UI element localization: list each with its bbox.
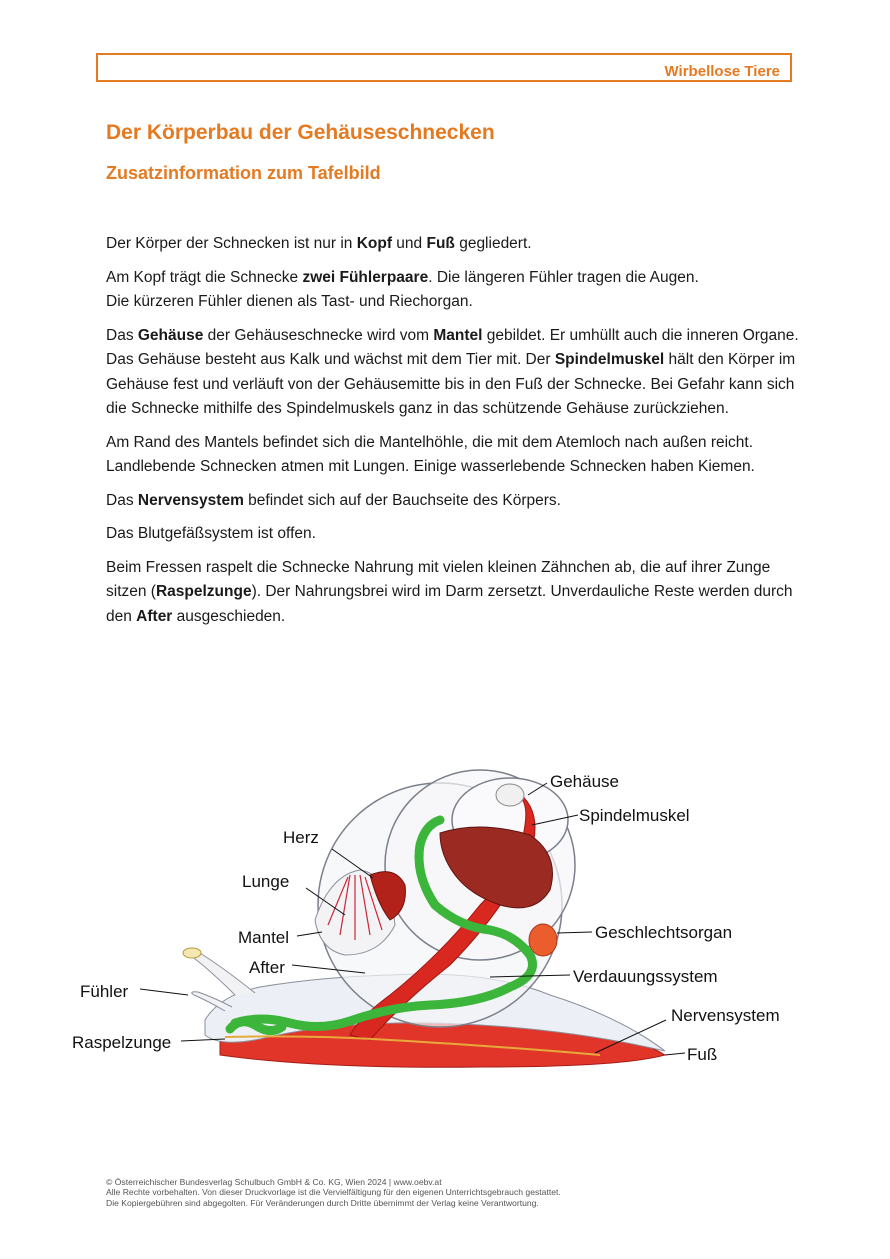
sex-organ [529, 924, 557, 956]
footer-line-3: Die Kopiergebühren sind abgegolten. Für Veränderungen durch Dritte übernimmt der Verlag keine Verantwortung. [106, 1197, 539, 1208]
tentacle-eye [183, 948, 201, 958]
page-subtitle: Zusatzinformation zum Tafelbild [106, 163, 381, 183]
label-gehaeuse: Gehäuse [550, 772, 619, 791]
label-raspelzunge: Raspelzunge [72, 1033, 172, 1052]
label-spindelmuskel: Spindelmuskel [579, 806, 690, 825]
label-fuehler: Fühler [80, 982, 129, 1001]
label-fuss: Fuß [687, 1045, 718, 1064]
footer [106, 1177, 561, 1208]
paragraph-4: Am Rand des Mantels befindet sich die Mantelhöhle, die mit dem Atemloch nach außen reicht. Landlebende Schnecken atmen mit Lungen. Einige wasserlebende Schnecken haben Kiemen. [106, 433, 755, 475]
label-verdauungssystem: Verdauungssystem [573, 967, 718, 986]
paragraph-1: Der Körper der Schnecken ist nur in Kopf und Fuß gegliedert. [106, 235, 532, 252]
header-label: Wirbellose Tiere [664, 63, 780, 80]
label-mantel: Mantel [238, 928, 290, 947]
header-box [96, 53, 792, 82]
page-title: Der Körperbau der Gehäuseschnecken [106, 121, 495, 144]
paragraph-2: Am Kopf trägt die Schnecke zwei Fühlerpaare. Die längeren Fühler tragen die Augen. Die kürzeren Fühler dienen als Tast- und Riechorgan. [106, 268, 699, 310]
paragraph-3: Das Gehäuse der Gehäuseschnecke wird vom Mantel gebildet. Er umhüllt auch die inneren Organe. Das Gehäuse besteht aus Kalk und wächst mit dem Tier mit. Der Spindelmuskel hält den Körper im Gehäuse fest und verläuft von der Gehäusemitte bis in den Fuß der Schnecke. Bei Gefahr kann sich die Schnecke mithilfe des Spindelmuskels ganz in das schützende Gehäuse zurückziehen. [106, 326, 799, 417]
paragraph-6: Das Blutgefäßsystem ist offen. [106, 525, 316, 542]
spindle-muscle-top [496, 784, 524, 806]
snail-anatomy-figure [60, 755, 800, 1095]
label-herz: Herz [283, 828, 319, 847]
label-geschlechtsorgan: Geschlechtsorgan [595, 923, 733, 942]
body-text [106, 232, 806, 638]
paragraph-7: Beim Fressen raspelt die Schnecke Nahrung mit vielen kleinen Zähnchen ab, die auf ihrer Zunge sitzen (Raspelzunge). Der Nahrungsbrei wird im Darm zersetzt. Unverdauliche Reste werden durch den After ausgeschieden. [106, 558, 793, 625]
label-lunge: Lunge [242, 872, 290, 891]
label-nervensystem: Nervensystem [671, 1006, 780, 1025]
footer-line-2: Alle Rechte vorbehalten. Von dieser Druckvorlage ist die Vervielfältigung für den eigenen Unterrichtsgebrauch gestattet. [106, 1187, 561, 1198]
label-after: After [249, 958, 285, 977]
paragraph-5: Das Nervensystem befindet sich auf der Bauchseite des Körpers. [106, 491, 561, 509]
footer-line-1: © Österreichischer Bundesverlag Schulbuch GmbH & Co. KG, Wien 2024 | www.oebv.at [106, 1177, 442, 1187]
